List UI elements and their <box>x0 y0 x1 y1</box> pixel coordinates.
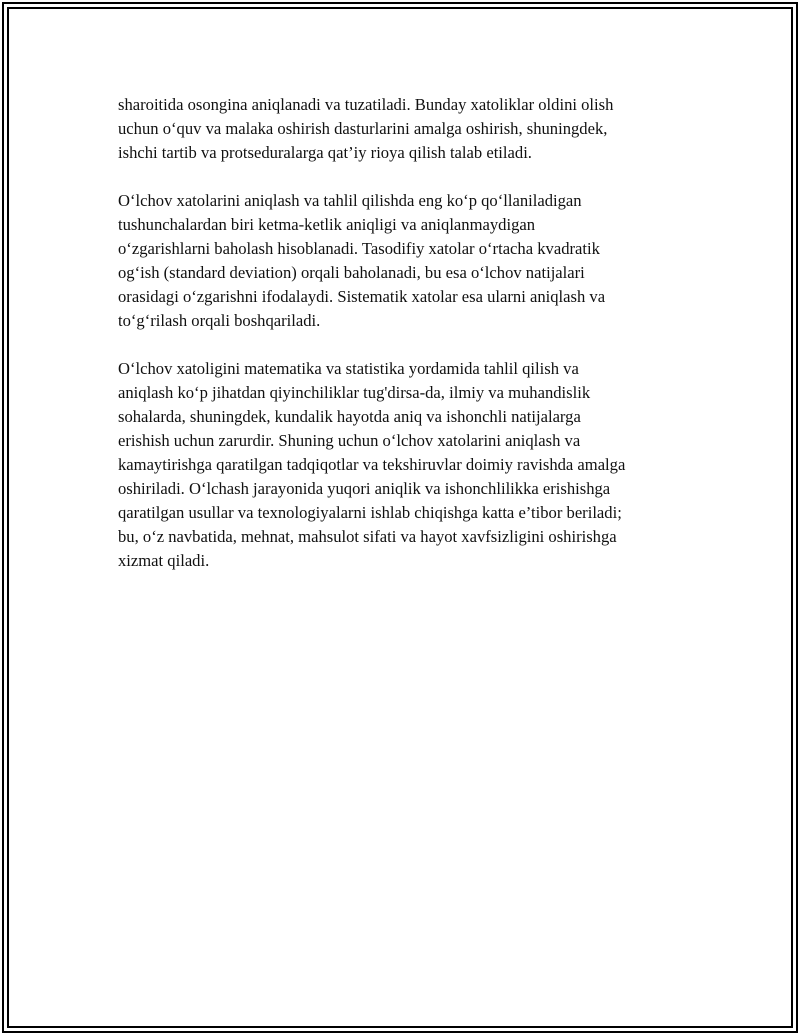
paragraph-2: O‘lchov xatolarini aniqlash va tahlil qilishda eng ko‘p qo‘llaniladigan tushunchalardan biri ketma-ketlik aniqligi va aniqlanmaydigan o‘zgarishlarni baholash hisoblanadi. Tasodifiy xatolar o‘rtacha kvadratik og‘ish (standard deviation) orqali baholanadi, bu esa o‘lchov natijalari orasidagi o‘zgarishni ifodalaydi. Sistematik xatolar esa ularni aniqlash va to‘g‘rilash orqali boshqariladi. <box>118 191 606 330</box>
document-body <box>118 93 688 597</box>
paragraph-1: sharoitida osongina aniqlanadi va tuzatiladi. Bunday xatoliklar oldini olish uchun o‘quv va malaka oshirish dasturlarini amalga oshirish, shuningdek, ishchi tartib va protseduralarga qat’iy rioya qilish talab etiladi. <box>118 95 614 162</box>
paragraph-3: O‘lchov xatoligini matematika va statistika yordamida tahlil qilish va aniqlash ko‘p jihatdan qiyinchiliklar tug'dirsa-da, ilmiy va muhandislik sohalarda, shuningdek, kundalik hayotda aniq va ishonchli natijalarga erishish uchun zarurdir. Shuning uchun o‘lchov xatolarini aniqlash va kamaytirishga qaratilgan tadqiqotlar va tekshiruvlar doimiy ravishda amalga oshiriladi. O‘lchash jarayonida yuqori aniqlik va ishonchlilikka erishishga qaratilgan usullar va texnologiyalarni ishlab chiqishga katta e’tibor beriladi; bu, o‘z navbatida, mehnat, mahsulot sifati va hayot xavfsizligini oshirishga xizmat qiladi. <box>118 359 626 570</box>
